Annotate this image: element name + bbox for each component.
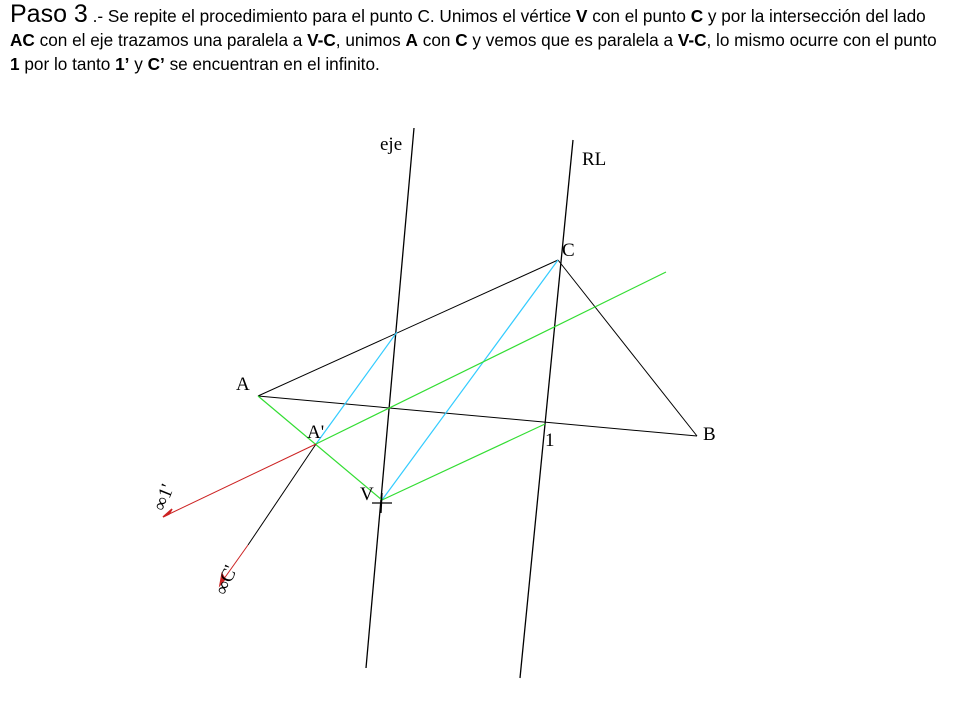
caption-segment: A [405, 30, 418, 50]
caption-segment: con el eje trazamos una paralela a [34, 30, 308, 50]
label-eje: eje [380, 134, 403, 155]
cyan-line-vc [382, 260, 558, 500]
caption-segment: V-C [677, 30, 707, 50]
label-point-a: A [236, 374, 250, 395]
label-infinity-c: ∞C' [211, 562, 242, 598]
label-point-v: V [360, 484, 374, 505]
label-point-one: 1 [545, 430, 555, 451]
cyan-line-parallel-vc [316, 332, 397, 444]
eje-line [366, 128, 414, 668]
side-cb [558, 260, 697, 436]
red-ray-inf-one [165, 444, 316, 516]
green-line-long [316, 272, 666, 444]
caption-segment: por lo tanto [19, 54, 116, 74]
caption-segment: se encuentran en el infinito. [164, 54, 380, 74]
caption-segment: y vemos que es paralela a [467, 30, 678, 50]
caption-segment: C’ [147, 54, 165, 74]
label-rl: RL [582, 149, 607, 170]
black-line-a-prime-c-prime [248, 444, 316, 545]
label-point-c: C [562, 240, 575, 261]
caption-segment: 1’ [115, 54, 130, 74]
caption-segment: C [690, 6, 704, 26]
caption-segment: AC [10, 30, 35, 50]
label-point-a-prime: A' [307, 422, 325, 443]
label-infinity-one: ∞1' [149, 481, 179, 514]
caption-segment: , unimos [335, 30, 406, 50]
caption-segment: V-C [307, 30, 336, 50]
caption-segment: , lo mismo ocurre con el punto [706, 30, 937, 50]
side-ac [258, 260, 558, 396]
caption-segment: C [455, 30, 468, 50]
rl-line [520, 140, 573, 678]
caption-segment: y [129, 54, 148, 74]
caption-segment: y por la intersección del lado [703, 6, 926, 26]
caption-segment: .- Se repite el procedimiento para el punto C. Unimos el vértice [87, 6, 577, 26]
label-point-b: B [703, 424, 716, 445]
green-line-v-1 [382, 424, 545, 500]
caption-segment: 1 [10, 54, 20, 74]
caption-segment: con [417, 30, 456, 50]
step-title: Paso 3 [10, 0, 88, 28]
caption-segment: V [576, 6, 588, 26]
caption-segment: con el punto [587, 6, 691, 26]
